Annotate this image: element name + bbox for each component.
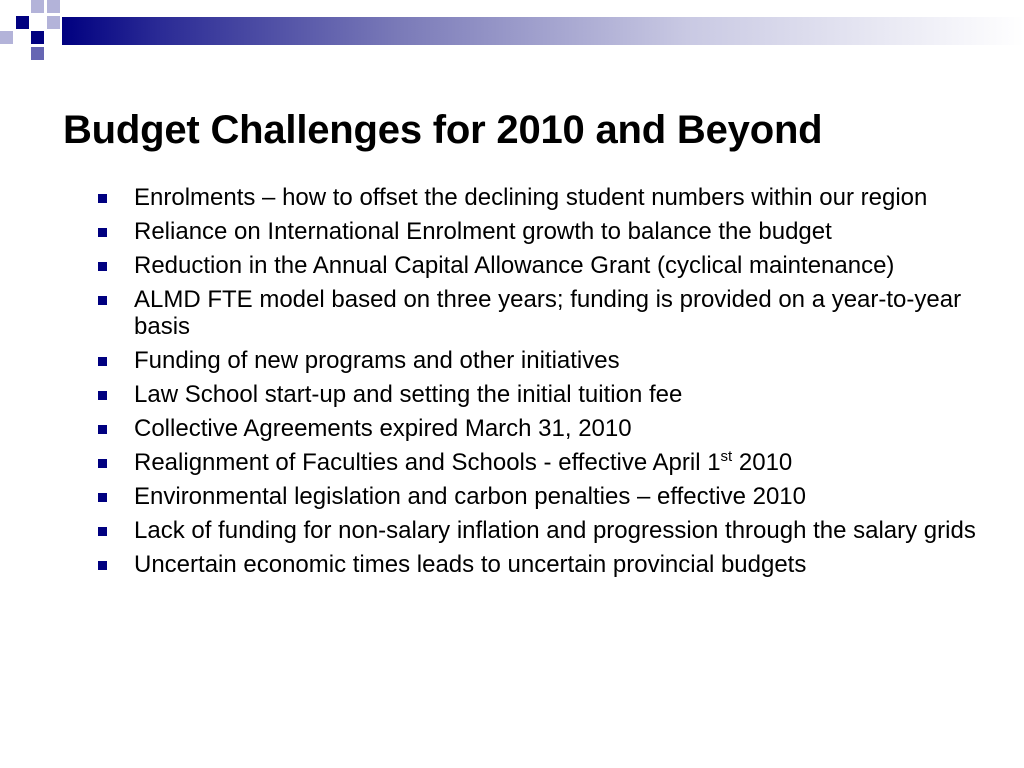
bullet-item [96, 415, 976, 442]
bullet-item [96, 347, 976, 374]
decor-square [31, 31, 44, 44]
square-bullet-icon [98, 527, 107, 536]
decor-square [16, 16, 29, 29]
square-bullet-icon [98, 296, 107, 305]
square-bullet-icon [98, 561, 107, 570]
bullet-text: ALMD FTE model based on three years; funding is provided on a year-to-year basis [134, 286, 962, 340]
square-bullet-icon [98, 228, 107, 237]
decor-square [31, 47, 44, 60]
bullet-item [96, 184, 976, 211]
bullet-list [96, 184, 976, 585]
square-bullet-icon [98, 391, 107, 400]
bullet-item [96, 381, 976, 408]
bullet-item [96, 286, 976, 340]
bullet-item [96, 551, 976, 578]
bullet-superscript: st [720, 448, 733, 465]
bullet-text: Lack of funding for non-salary inflation and progression through the salary grids [134, 517, 976, 544]
bullet-text: Reliance on International Enrolment growth to balance the budget [134, 218, 832, 245]
decor-square [31, 0, 44, 13]
square-bullet-icon [98, 459, 107, 468]
square-bullet-icon [98, 425, 107, 434]
decor-square [47, 16, 60, 29]
square-bullet-icon [98, 493, 107, 502]
header-gradient-bar [62, 17, 1024, 45]
bullet-item [96, 252, 976, 279]
bullet-item [96, 483, 976, 510]
bullet-item [96, 517, 976, 544]
bullet-text: Uncertain economic times leads to uncertain provincial budgets [134, 551, 807, 578]
square-bullet-icon [98, 357, 107, 366]
decor-square [47, 0, 60, 13]
bullet-text: Law School start-up and setting the initial tuition fee [134, 381, 683, 408]
bullet-text: Environmental legislation and carbon penalties – effective 2010 [134, 483, 806, 510]
bullet-text: Enrolments – how to offset the declining student numbers within our region [134, 184, 928, 211]
slide-title: Budget Challenges for 2010 and Beyond [63, 108, 823, 152]
bullet-text-before: Realignment of Faculties and Schools - effective April 1 [134, 449, 721, 476]
bullet-text: Funding of new programs and other initiatives [134, 347, 620, 374]
bullet-item [96, 449, 976, 476]
decor-square [0, 31, 13, 44]
bullet-text: Reduction in the Annual Capital Allowance Grant (cyclical maintenance) [134, 252, 895, 279]
square-bullet-icon [98, 262, 107, 271]
bullet-item [96, 218, 976, 245]
bullet-text-after: 2010 [732, 449, 793, 476]
square-bullet-icon [98, 194, 107, 203]
bullet-text: Collective Agreements expired March 31, 2010 [134, 415, 632, 442]
